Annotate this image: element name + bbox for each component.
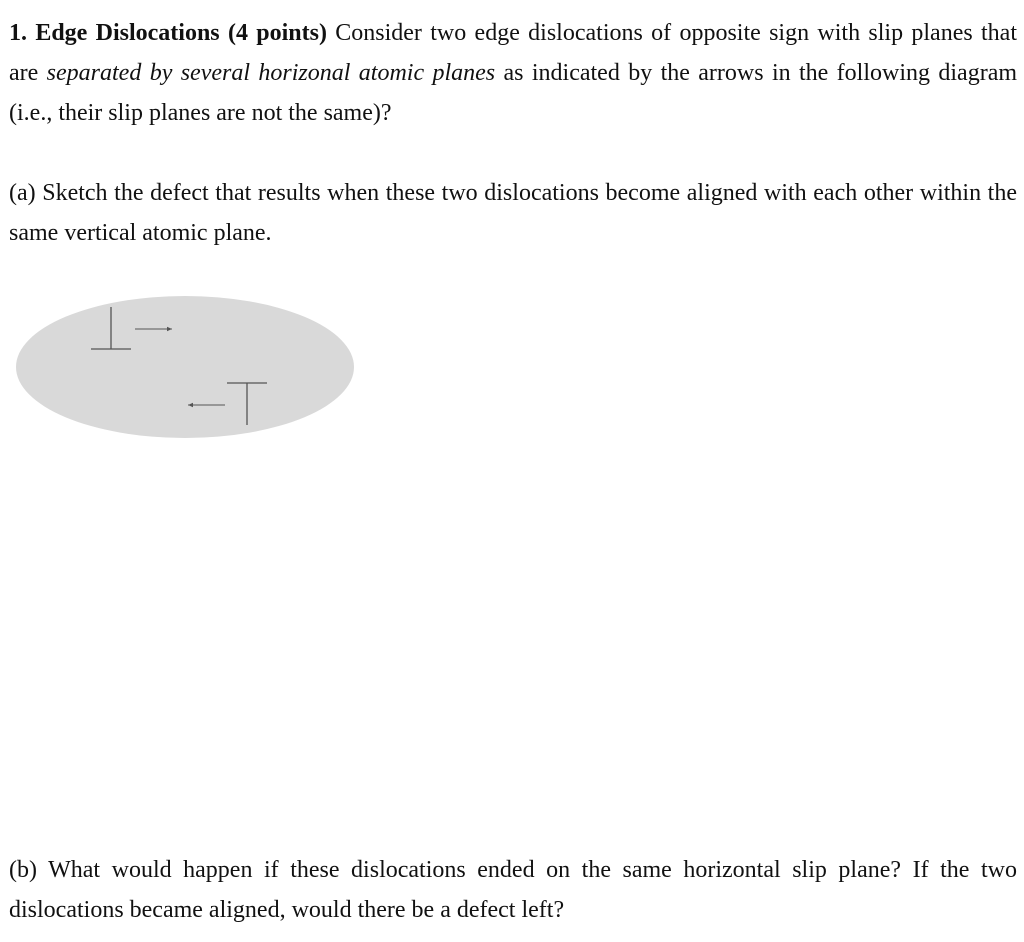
part-a-question: (a) Sketch the defect that results when these two dislocations become aligned with each other within the same vertical atomic plane.: [9, 180, 1017, 246]
problem-statement: [9, 13, 1017, 133]
problem-intro-text: Consider two edge dislocations of opposite sign with slip planes that are: [9, 20, 1017, 86]
dislocation-diagram: [14, 296, 358, 442]
problem-intro-text-end: as indicated by the arrows in the following diagram (i.e., their slip planes are not the same)?: [9, 60, 1018, 126]
problem-intro-emphasis: separated by several horizonal atomic planes: [46, 60, 496, 86]
part-b-question: (b) What would happen if these dislocations ended on the same horizontal slip plane? If the two dislocations became aligned, would there be a defect left?: [9, 857, 1017, 923]
diagram-background-ellipse: [16, 296, 354, 438]
problem-title: 1. Edge Dislocations (4 points): [9, 20, 327, 46]
